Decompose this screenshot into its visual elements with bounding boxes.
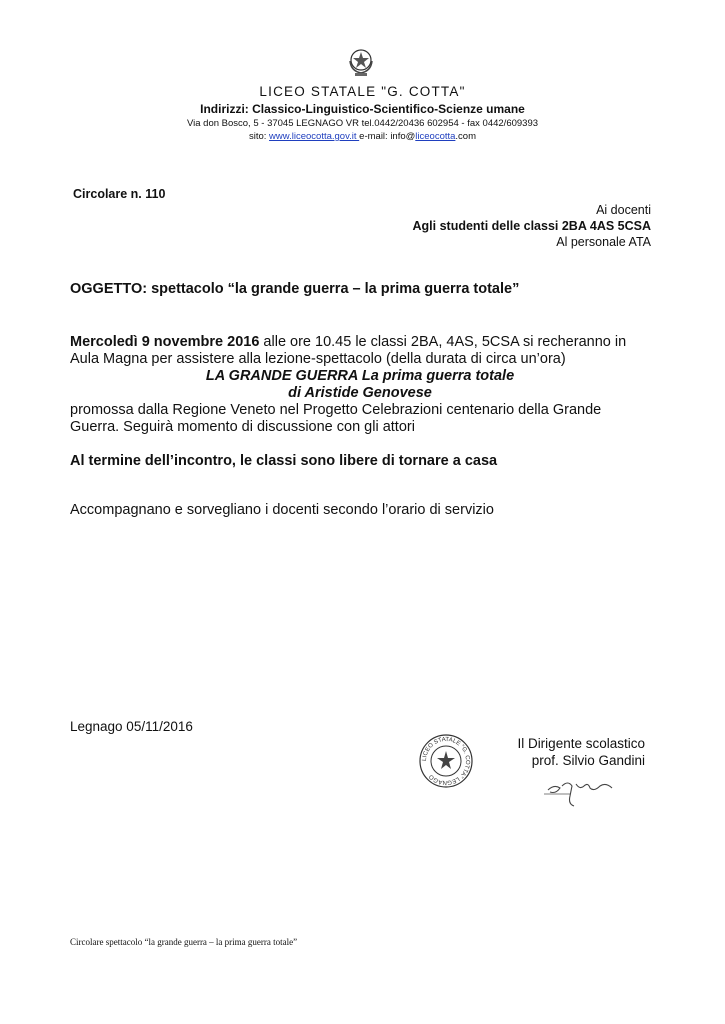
school-web-line (0, 131, 725, 142)
email-tld: .com (455, 131, 477, 142)
recipient-staff: Al personale ATA (556, 235, 651, 249)
email-label: e-mail: info@ (359, 131, 416, 142)
school-name: LICEO STATALE "G. COTTA" (259, 84, 466, 99)
event-date: Mercoledì 9 novembre 2016 (70, 334, 260, 350)
page-footer: Circolare spettacolo “la grande guerra – la prima guerra totale” (70, 937, 298, 947)
body-line-6: Guerra. Seguirà momento di discussione con gli attori (70, 419, 415, 435)
supervision-notice: Accompagnano e sorvegliano i docenti secondo l’orario di servizio (70, 502, 494, 518)
principal-role: Il Dirigente scolastico (517, 736, 645, 751)
circolare-number: Circolare n. 110 (73, 187, 166, 201)
stamp-text: LICEO STATALE "G. COTTA" LEGNAGO (421, 736, 471, 786)
place-date: Legnago 05/11/2016 (70, 719, 193, 734)
site-link[interactable]: www.liceocotta.gov.it (269, 131, 360, 142)
school-stamp-icon (418, 733, 474, 789)
site-label: sito: (248, 131, 270, 142)
recipient-teachers: Ai docenti (596, 203, 651, 217)
handwritten-signature (540, 772, 620, 808)
recipient-students: Agli studenti delle classi 2BA 4AS 5CSA (412, 219, 651, 233)
republic-emblem-icon (346, 45, 376, 77)
show-title: LA GRANDE GUERRA La prima guerra totale (205, 368, 515, 384)
email-link[interactable]: liceocotta (415, 131, 456, 142)
event-time-classes: alle ore 10.45 le classi 2BA, 4AS, 5CSA si recheranno in (259, 334, 627, 350)
show-author: di Aristide Genovese (288, 385, 432, 401)
body-line-5: promossa dalla Regione Veneto nel Progetto Celebrazioni centenario della Grande (70, 402, 602, 418)
body-line-2: Aula Magna per assistere alla lezione-spettacolo (della durata di circa un’ora) (70, 351, 566, 367)
body-line-1 (70, 334, 660, 351)
school-contacts: Via don Bosco, 5 - 37045 LEGNAGO VR tel.0442/20436 602954 - fax 0442/609393 (186, 118, 539, 129)
end-notice: Al termine dell’incontro, le classi sono libere di tornare a casa (70, 453, 498, 469)
school-curricula: Indirizzi: Classico-Linguistico-Scientifico-Scienze umane (200, 102, 525, 116)
subject-line: OGGETTO: spettacolo “la grande guerra – la prima guerra totale” (70, 281, 520, 297)
principal-name: prof. Silvio Gandini (531, 753, 645, 768)
